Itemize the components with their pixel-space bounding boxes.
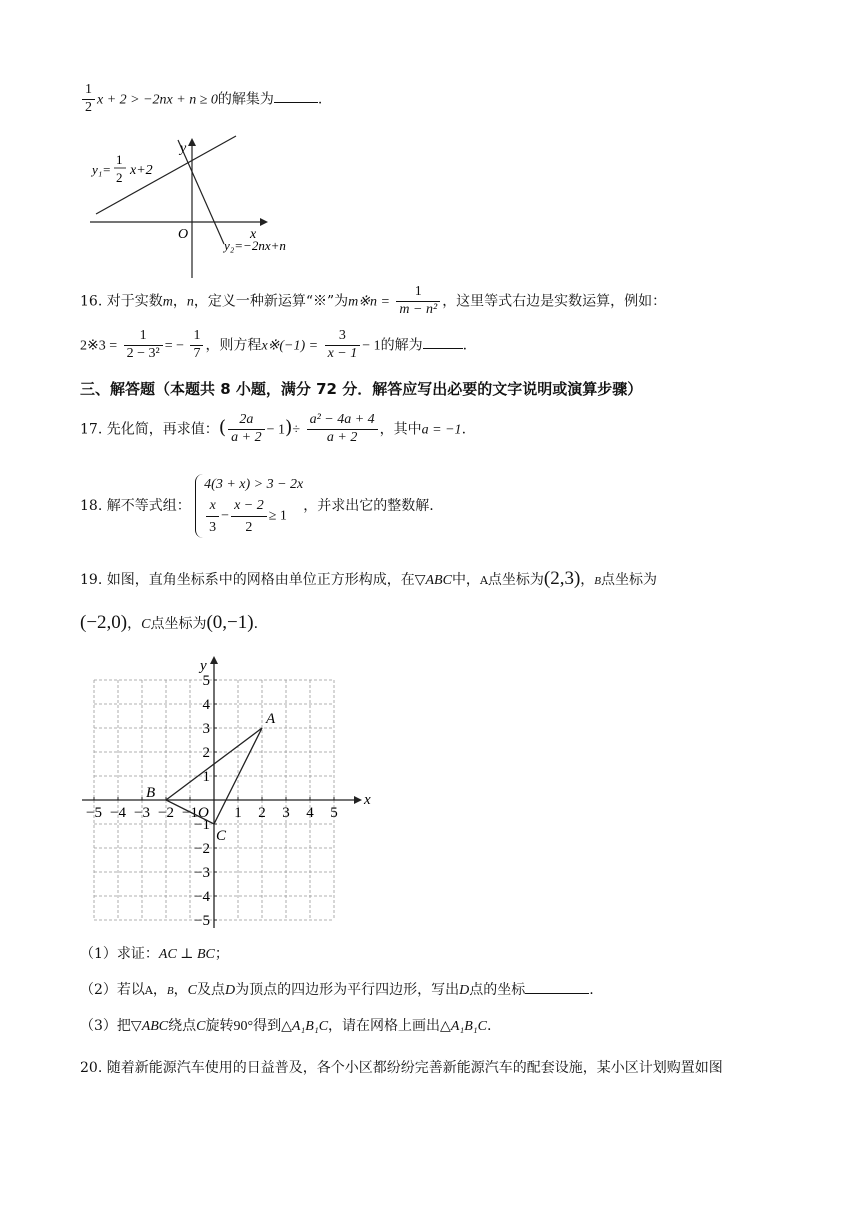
q15-y2-label: y₂=−2nx+n [224, 238, 286, 253]
q15-y-arrow [188, 138, 196, 146]
q15-answer-blank[interactable] [274, 102, 318, 103]
y-tick-label: −4 [194, 889, 210, 905]
q20-statement: 20. 随着新能源汽车使用的日益普及，各个小区都纷纷完善新能源汽车的配套设施，某小区计划购置如图 [80, 1060, 723, 1076]
q16-definition: m※n = [348, 294, 390, 310]
q19-line1: 19. 如图，直角坐标系中的网格由单位正方形构成，在▽ABC中，A点坐标为(2,3)，B点坐标为 [80, 568, 658, 589]
q15-y1-prefix: y₁= [92, 162, 112, 177]
y-axis-label: y [200, 658, 207, 674]
y-tick-label: 1 [202, 769, 210, 785]
y-tick-label: −3 [194, 865, 210, 881]
y-tick-label: −5 [194, 913, 210, 929]
point-label-c: C [216, 828, 227, 844]
q15-text: 的解集为 [217, 91, 274, 108]
q19-grid-figure [72, 652, 372, 932]
y-tick-label: 3 [202, 721, 210, 737]
origin-label: O [198, 805, 209, 821]
q18-statement: 18. 解不等式组： 4(3 + x) > 3 − 2x $\frac{x}{3}$ − $\frac{x - 2}{2}$ ≥ 1 ，并求出它的整数解. [80, 474, 434, 538]
x-tick-label: −2 [158, 805, 174, 821]
q15-y-label: y [180, 141, 187, 156]
x-tick-label: −5 [86, 805, 102, 821]
x-tick-label: 4 [306, 805, 314, 821]
x-axis-label: x [364, 792, 371, 808]
q15-statement: $\frac{1}{2}$ x + 2 > −2nx + n ≥ 0的解集为 . [80, 82, 322, 117]
x-tick-label: −1 [182, 805, 198, 821]
q19-answer-blank[interactable] [525, 993, 589, 994]
y-tick-label: −1 [194, 817, 210, 833]
q19-sub2: （2）若以A，B，C及点D为顶点的四边形为平行四边形，写出D点的坐标 . [80, 982, 594, 998]
q16-line2: 2※3 = $\frac{1}{\text{2 − 3²}}$ = − $\frac{1}{7}$ ，则方程x※(−1) = $\frac{3}{x - 1}$ − 1的解为 . [80, 328, 468, 361]
x-tick-label: 5 [330, 805, 338, 821]
x-tick-label: −4 [110, 805, 126, 821]
y-axis-arrow [210, 656, 218, 664]
x-axis-arrow [354, 796, 362, 804]
q17-statement: 17. 先化简，再求值：( $\frac{2a}{a + 2}$ − 1)÷ $\frac{\text{a² − 4a + 4}}{a + 2}$ ，其中a = −1. [80, 412, 467, 445]
q16-line1: 16. 对于实数m，n，定义一种新运算“※”为m※n = $\frac{1}{\text{m − n²}}$ ，这里等式右边是实数运算，例如： [80, 284, 667, 317]
q15-y1-den: 2 [116, 170, 123, 185]
q16-answer-blank[interactable] [423, 348, 463, 349]
q15-y1-suffix: x+2 [130, 163, 153, 178]
x-tick-label: 2 [258, 805, 266, 821]
section3-heading: 三、解答题（本题共 8 小题，满分 72 分．解答应写出必要的文字说明或演算步骤） [80, 380, 643, 398]
q15-x-label: x [250, 227, 257, 242]
y-tick-label: −2 [194, 841, 210, 857]
q15-graph [88, 134, 318, 284]
q15-y1-num: 1 [116, 152, 123, 167]
q19-sub1: （1）求证：AC ⊥ BC； [80, 946, 229, 962]
q19-sub3: （3）把▽ABC绕点C旋转90°得到△A₁B₁C，请在网格上画出△A₁B₁C. [80, 1018, 492, 1034]
point-label-a: A [266, 711, 276, 727]
q15-origin: O [178, 227, 189, 242]
x-tick-label: −3 [134, 805, 150, 821]
q15-x-arrow [260, 218, 268, 226]
y-tick-label: 5 [202, 673, 210, 689]
x-tick-label: 3 [282, 805, 290, 821]
y-tick-label: 2 [202, 745, 210, 761]
q16-equation: x※(−1) = [261, 338, 319, 354]
q19-line2: (−2,0)，C点坐标为(0,−1). [80, 612, 259, 633]
q15-fraction: $\frac{1}{2}$ [82, 82, 95, 117]
q15-expression: x + 2 > −2nx + n ≥ 0 [97, 92, 218, 108]
y-tick-label: 4 [202, 697, 210, 713]
x-tick-label: 1 [234, 805, 242, 821]
q16-example: 2※3 = [80, 338, 118, 354]
point-label-b: B [146, 785, 156, 801]
q18-inequality-system: 4(3 + x) > 3 − 2x $\frac{x}{3}$ − $\frac{x - 2}{2}$ ≥ 1 [195, 474, 303, 538]
q16-def-fraction: $\frac{1}{\text{m − n²}}$ [396, 284, 440, 319]
